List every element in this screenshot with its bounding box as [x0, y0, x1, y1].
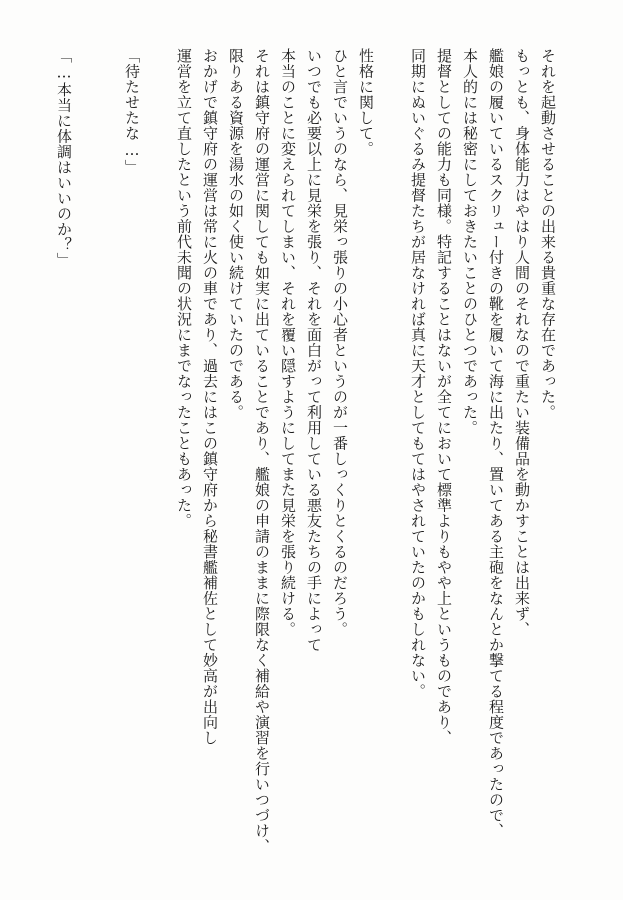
text-line: それは鎮守府の運営に関しても如実に出ていることであり、艦娘の申請のままに際限なく補給や演習を行いつづけ、 [253, 48, 271, 854]
text-line: 本当のことに変えられてしまい、それを覆い隠すようにしてまた見栄を張り続ける。 [279, 48, 297, 637]
text-line: 運営を立て直したという前代未聞の状況にまでなったこともあった。 [175, 48, 193, 529]
text-line: 艦娘の履いているスクリュー付きの靴を履いて海に出たり、置いてある主砲をなんとか撃てる程度であったので、 [487, 48, 505, 839]
text-line: 同期にぬいぐるみ提督たちが居なければ真に天才としてもてはやされていたのかもしれない。 [409, 48, 427, 699]
text-line: ひと言でいうのなら、見栄っ張りの小心者というのが一番しっくりとくるのだろう。 [331, 48, 349, 637]
text-line: それを起動させることの出来る貴重な存在であった。 [539, 48, 557, 420]
vertical-text-block [51, 48, 561, 868]
text-line: 本人的には秘密にしておきたいことのひとつであった。 [461, 48, 479, 436]
text-line: もっとも、身体能力はやはり人間のそれなので重たい装備品を動かすことは出来ず、 [513, 48, 531, 637]
text-line: いつでも必要以上に見栄を張り、それを面白がって利用している悪友たちの手によって [305, 48, 323, 653]
dialogue-line: 「待たせたな…」 [123, 48, 141, 175]
section-heading: 性格に関して。 [357, 48, 375, 157]
text-line: 提督としての能力も同様。特記することはないが全てにおいて標準よりもやや上というものであり、 [435, 48, 453, 746]
dialogue-line: 「…本当に体調はいいのか？」 [55, 48, 73, 268]
text-line: 限りある資源を湯水の如く使い続けていたのである。 [227, 48, 245, 420]
text-line: おかげで鎮守府の運営は常に火の車であり、過去にはこの鎮守府から秘書艦補佐として妙高が出向し [201, 48, 219, 746]
